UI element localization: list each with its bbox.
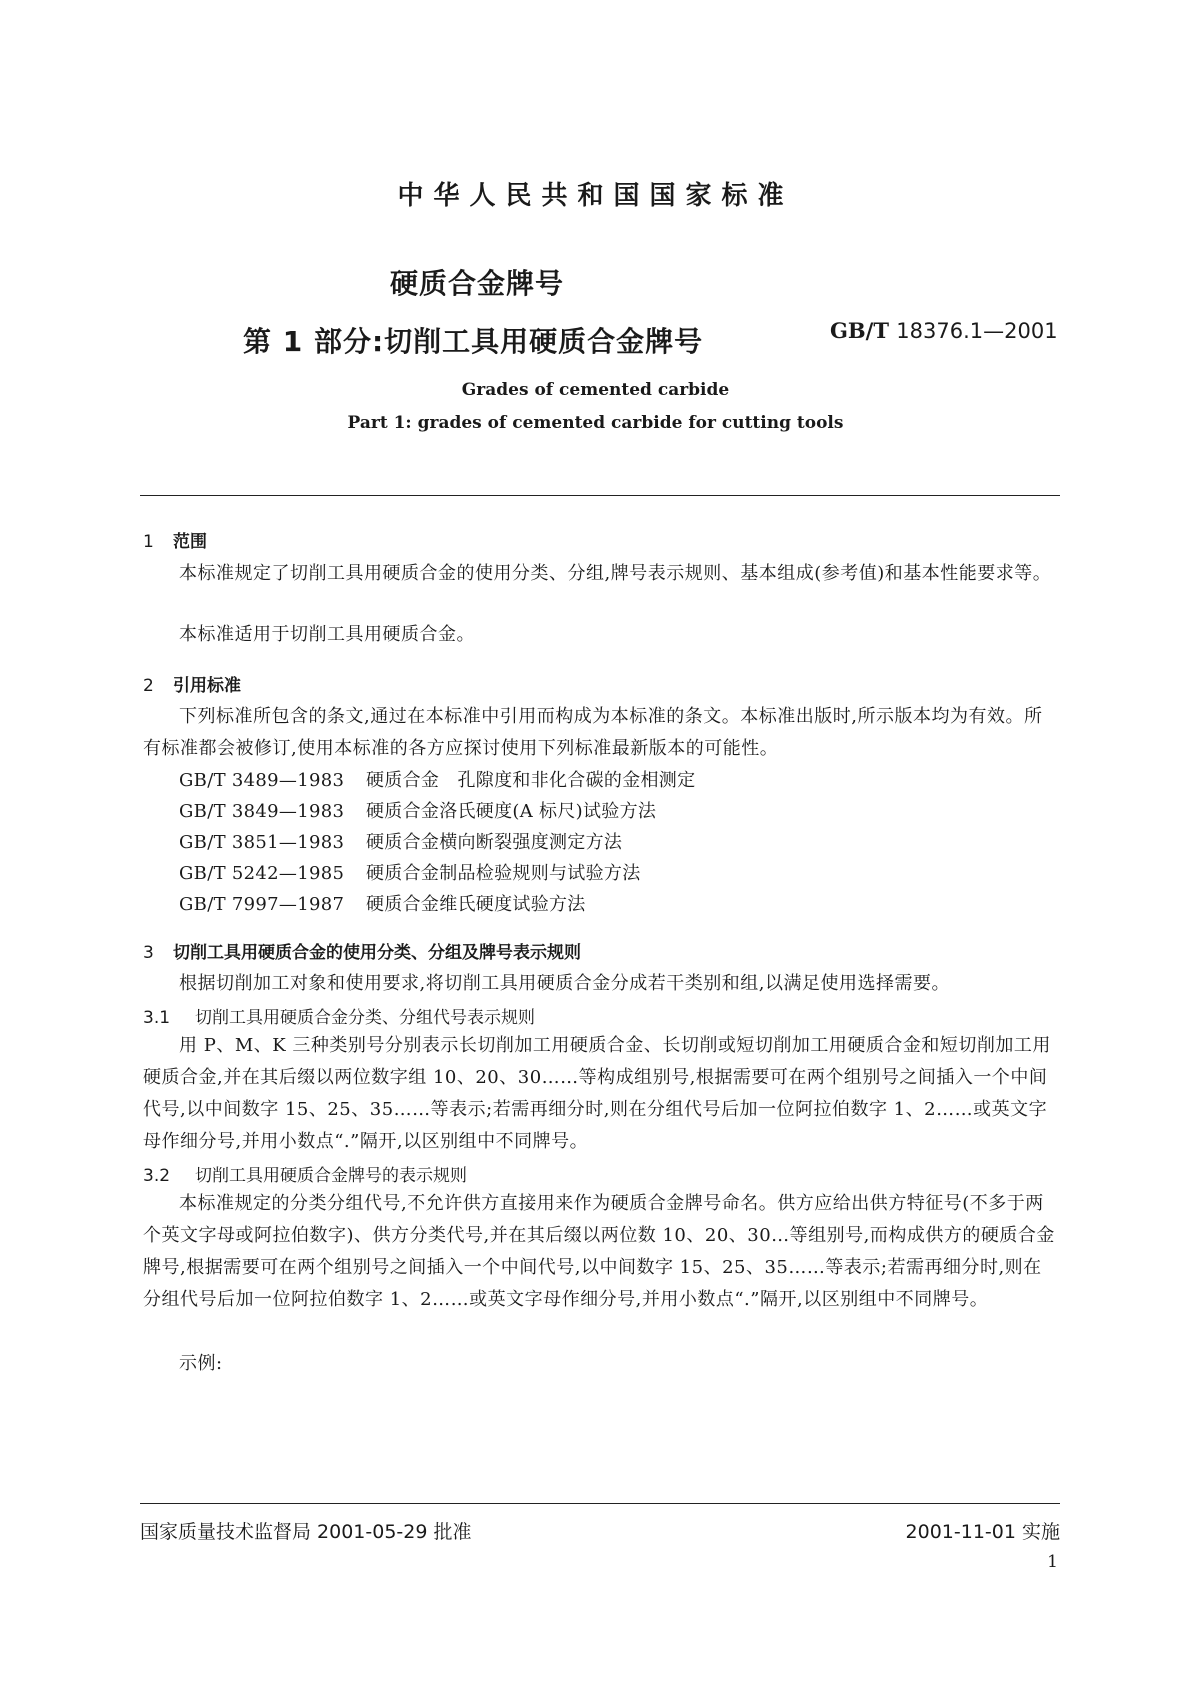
reference-title: 硬质合金维氏硬度试验方法 — [366, 894, 586, 915]
section-1-number: 1 — [143, 532, 154, 552]
page-number: 1 — [1047, 1552, 1058, 1572]
reference-row — [179, 828, 622, 854]
reference-title: 硬质合金洛氏硬度(A 标尺)试验方法 — [366, 801, 657, 822]
reference-code: GB/T 5242—1985 — [179, 863, 345, 884]
section-3-number: 3 — [143, 943, 154, 963]
clause-3-1-heading — [143, 1003, 535, 1028]
title-cn-main: 硬质合金牌号 — [390, 267, 565, 300]
approval-date: 国家质量技术监督局 2001-05-29 批准 — [140, 1521, 472, 1543]
reference-row — [179, 766, 695, 792]
standard-code-number: 18376.1—2001 — [896, 319, 1058, 343]
title-en-part: Part 1: grades of cemented carbide for cutting tools — [347, 413, 844, 433]
section-2-title: 引用标准 — [173, 676, 241, 696]
example-label: 示例: — [179, 1353, 223, 1374]
clause-3-1-paragraph: 用 P、M、K 三种类别号分别表示长切削加工用硬质合金、长切削或短切削加工用硬质合金和短切削加工用硬质合金,并在其后缀以两位数字组 10、20、30……等构成组别号,根据需要可在两个组别号之间插入一个中间代号,以中间数字 15、25、35……等表示;若需再细分时,则在分组代号后加一位阿拉伯数字 1、2……或英文字母作细分号,并用小数点“.”隔开,以区别组中不同牌号。 — [143, 1035, 1051, 1152]
clause-3-2-title: 切削工具用硬质合金牌号的表示规则 — [195, 1166, 467, 1186]
reference-code: GB/T 3849—1983 — [179, 801, 345, 822]
section-3-paragraph-1: 根据切削加工对象和使用要求,将切削工具用硬质合金分成若干类别和组,以满足使用选择需要。 — [179, 973, 950, 994]
header-divider — [140, 495, 1060, 496]
reference-row — [179, 859, 641, 885]
section-1-heading — [143, 527, 207, 552]
reference-code: GB/T 3851—1983 — [179, 832, 345, 853]
reference-row — [179, 797, 656, 823]
section-1-paragraph-2: 本标准适用于切削工具用硬质合金。 — [179, 624, 475, 645]
reference-code: GB/T 3489—1983 — [179, 770, 345, 791]
reference-title: 硬质合金制品检验规则与试验方法 — [366, 863, 641, 884]
clause-3-1-title: 切削工具用硬质合金分类、分组代号表示规则 — [195, 1008, 535, 1028]
section-3-title: 切削工具用硬质合金的使用分类、分组及牌号表示规则 — [173, 943, 581, 963]
clause-3-2-heading — [143, 1161, 467, 1186]
clause-3-2-paragraph: 本标准规定的分类分组代号,不允许供方直接用来作为硬质合金牌号命名。供方应给出供方特征号(不多于两个英文字母或阿拉伯数字)、供方分类代号,并在其后缀以两位数 10、20、30…等组别号,而构成供方的硬质合金牌号,根据需要可在两个组别号之间插入一个中间代号,以中间数字 15、25、35……等表示;若需再细分时,则在分组代号后加一位阿拉伯数字 1、2……或英文字母作细分号,并用小数点“.”隔开,以区别组中不同牌号。 — [143, 1193, 1055, 1310]
reference-row — [179, 890, 586, 916]
section-2-number: 2 — [143, 676, 154, 696]
clause-3-2-number: 3.2 — [143, 1166, 171, 1186]
standard-code-prefix: GB/T — [830, 318, 897, 343]
reference-title: 硬质合金横向断裂强度测定方法 — [366, 832, 623, 853]
title-cn-part: 第 1 部分:切削工具用硬质合金牌号 — [243, 325, 704, 358]
title-en-main: Grades of cemented carbide — [461, 380, 730, 400]
standard-code — [830, 318, 1058, 343]
footer-divider — [140, 1503, 1060, 1504]
section-2-paragraph-1: 下列标准所包含的条文,通过在本标准中引用而构成为本标准的条文。本标准出版时,所示版本均为有效。所有标准都会被修订,使用本标准的各方应探讨使用下列标准最新版本的可能性。 — [143, 706, 1043, 759]
section-1-paragraph-1: 本标准规定了切削工具用硬质合金的使用分类、分组,牌号表示规则、基本组成(参考值)和基本性能要求等。 — [179, 563, 1052, 584]
clause-3-1-number: 3.1 — [143, 1008, 171, 1028]
section-1-title: 范围 — [173, 532, 207, 552]
reference-code: GB/T 7997—1987 — [179, 894, 345, 915]
implementation-date: 2001-11-01 实施 — [905, 1521, 1060, 1543]
reference-title: 硬质合金 孔隙度和非化合碳的金相测定 — [366, 770, 696, 791]
national-standard-title: 中华人民共和国国家标准 — [397, 181, 794, 211]
section-3-heading — [143, 938, 581, 963]
section-2-heading — [143, 671, 241, 696]
